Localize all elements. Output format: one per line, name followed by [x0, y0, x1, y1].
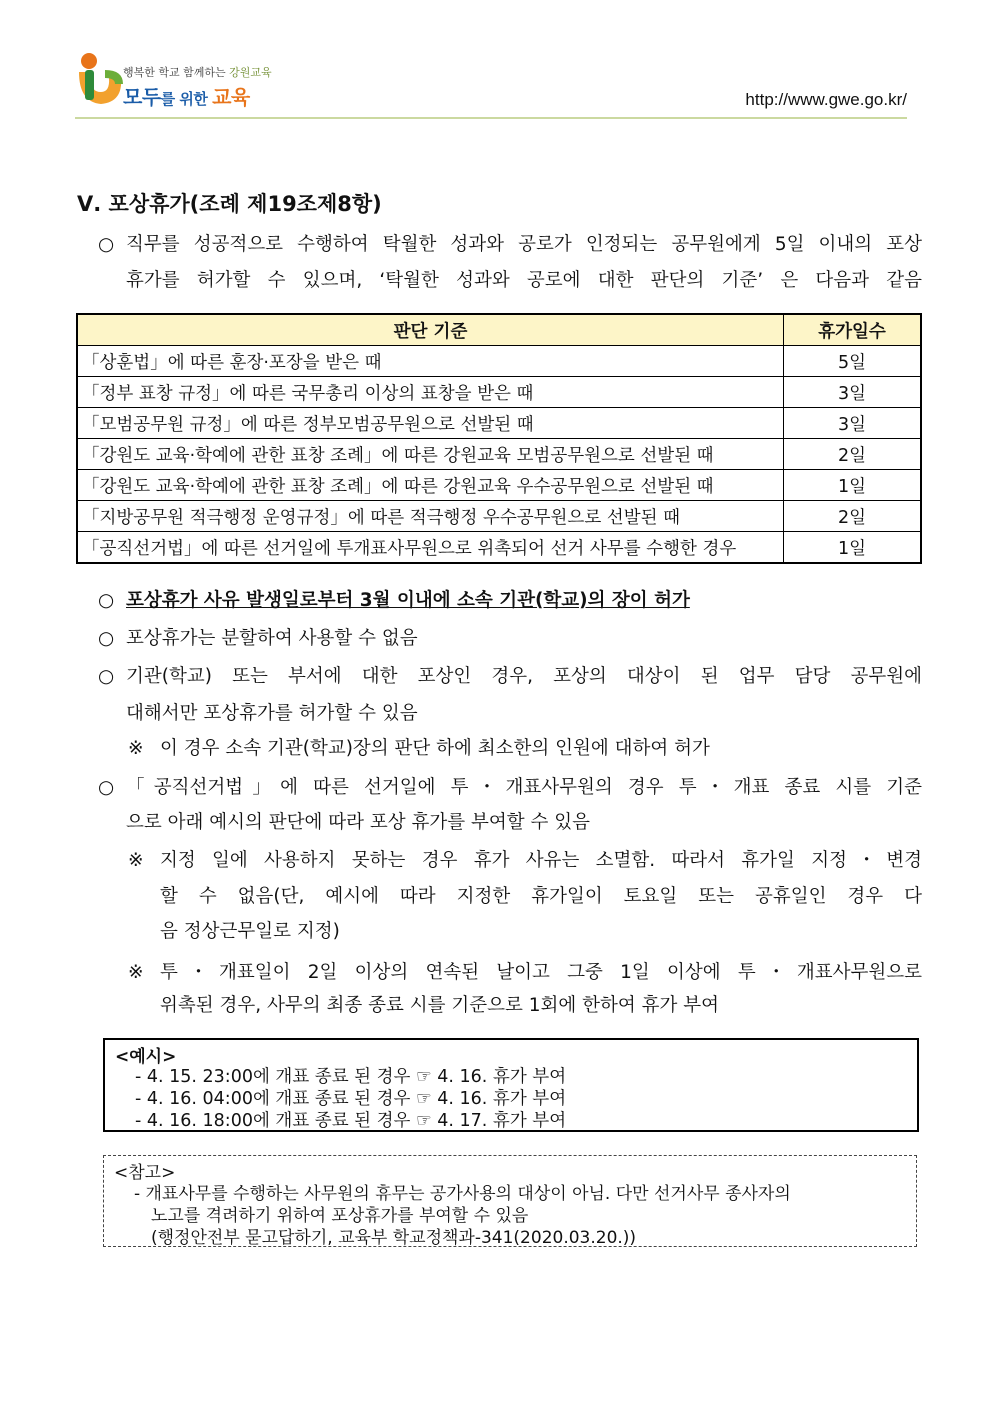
example-box — [103, 1038, 919, 1132]
bullet-no-split — [98, 620, 922, 658]
days-cell: 5일 — [784, 346, 922, 377]
page-header — [75, 48, 907, 120]
example-line: - 4. 16. 18:00에 개표 종료 된 경우 ☞ 4. 17. 휴가 부여 — [135, 1111, 567, 1131]
note-expire-line-1: 지정 일에 사용하지 못하는 경우 휴가 사유는 소멸함. 따라서 휴가일 지정・변경 — [160, 850, 922, 871]
bullet-election-cont — [98, 804, 922, 842]
logo-title-part-3: 교육 — [212, 85, 250, 109]
bullet-circle: ○ — [98, 777, 115, 798]
header-days: 휴가일수 — [784, 314, 922, 346]
reference-line-2: 노고를 격려하기 위하여 포상휴가를 부여할 수 있음 — [151, 1206, 529, 1226]
note-expire-line-2: 할 수 없음(단, 예시에 따라 지정한 휴가일이 토요일 또는 공휴일인 경우 다 — [160, 886, 922, 907]
table-header-row — [77, 314, 921, 346]
table-row — [77, 377, 921, 408]
bullet-circle: ○ — [98, 590, 115, 611]
example-line: - 4. 16. 04:00에 개표 종료 된 경우 ☞ 4. 16. 휴가 부여 — [135, 1089, 567, 1109]
bullet-election — [98, 769, 922, 807]
note-mark: ※ — [128, 850, 144, 871]
election-line-1: 「공직선거법」에 따른 선거일에 투・개표사무원의 경우 투・개표 종료 시를 기준 — [126, 777, 922, 798]
criteria-cell: 「상훈법」에 따른 훈장·포장을 받은 때 — [77, 346, 784, 377]
days-cell: 3일 — [784, 377, 922, 408]
days-cell: 2일 — [784, 439, 922, 470]
reference-line-1: - 개표사무를 수행하는 사무원의 휴무는 공가사용의 대상이 아님. 다만 선거사무 종사자의 — [134, 1184, 791, 1204]
example-line: - 4. 15. 23:00에 개표 종료 된 경우 ☞ 4. 16. 휴가 부여 — [135, 1067, 567, 1087]
logo-title — [123, 81, 250, 110]
bullet-circle: ○ — [98, 234, 115, 255]
days-cell: 1일 — [784, 470, 922, 501]
intro-paragraph — [98, 226, 922, 264]
note-multiday-cont — [128, 987, 922, 1025]
criteria-cell: 「정부 표창 규정」에 따른 국무총리 이상의 표창을 받은 때 — [77, 377, 784, 408]
note-multiday-line-1: 투・개표일이 2일 이상의 연속된 날이고 그중 1일 이상에 투・개표사무원으로 — [160, 962, 922, 983]
criteria-cell: 「모범공무원 규정」에 따른 정부모범공무원으로 선발된 때 — [77, 408, 784, 439]
days-cell: 1일 — [784, 532, 922, 564]
logo-slogan — [123, 64, 272, 80]
table-row — [77, 408, 921, 439]
bullet-circle: ○ — [98, 666, 115, 687]
bullet-approval-text — [126, 582, 922, 620]
bullet-dept-award-cont — [98, 695, 922, 733]
days-cell: 2일 — [784, 501, 922, 532]
bullet-circle: ○ — [98, 628, 115, 649]
note-dept-award — [128, 730, 922, 768]
bullet-no-split-text: 포상휴가는 분할하여 사용할 수 없음 — [126, 628, 418, 649]
criteria-cell: 「강원도 교육·학예에 관한 표창 조례」에 따른 강원교육 우수공무원으로 선발된 때 — [77, 470, 784, 501]
header-divider — [75, 117, 907, 119]
note-dept-award-text: 이 경우 소속 기관(학교)장의 판단 하에 최소한의 인원에 대하여 허가 — [160, 738, 710, 759]
logo-title-part-1: 모두 — [123, 85, 161, 109]
criteria-cell: 「강원도 교육·학예에 관한 표창 조례」에 따른 강원교육 모범공무원으로 선발된 때 — [77, 439, 784, 470]
dept-award-line-1: 기관(학교) 또는 부서에 대한 포상인 경우, 포상의 대상이 된 업무 담당 공무원에 — [126, 666, 922, 687]
note-mark: ※ — [128, 738, 144, 759]
days-cell: 3일 — [784, 408, 922, 439]
table-row — [77, 532, 921, 564]
example-title: <예시> — [115, 1047, 177, 1067]
note-mark: ※ — [128, 962, 144, 983]
gwe-logo — [75, 52, 295, 112]
reference-line-3: (행정안전부 묻고답하기, 교육부 학교정책과-341(2020.03.20.)) — [151, 1228, 637, 1248]
approval-underlined: 포상휴가 사유 발생일로부터 3월 이내에 소속 기관(학교)의 장이 허가 — [126, 590, 690, 611]
criteria-cell: 「지방공무원 적극행정 운영규정」에 따른 적극행정 우수공무원으로 선발된 때 — [77, 501, 784, 532]
reference-box — [103, 1155, 917, 1247]
header-criteria: 판단 기준 — [77, 314, 784, 346]
intro-line-2: 휴가를 허가할 수 있으며, ‘탁월한 성과와 공로에 대한 판단의 기준’ 은 다음과 같음 — [126, 270, 922, 291]
table-row — [77, 501, 921, 532]
note-expire-cont-2 — [128, 913, 922, 951]
site-url[interactable]: http://www.gwe.go.kr/ — [745, 90, 907, 109]
note-expire-cont — [128, 878, 922, 916]
table-row — [77, 346, 921, 377]
intro-line-1: 직무를 성공적으로 수행하여 탁월한 성과와 공로가 인정되는 공무원에게 5일 이내의 포상 — [126, 234, 922, 255]
logo-slogan-brand: 강원교육 — [229, 66, 272, 79]
bullet-approval — [98, 582, 922, 620]
bullet-dept-award — [98, 658, 922, 696]
logo-title-part-2: 를 위한 — [160, 90, 213, 108]
table-row — [77, 470, 921, 501]
criteria-cell: 「공직선거법」에 따른 선거일에 투개표사무원으로 위촉되어 선거 사무를 수행한 경우 — [77, 532, 784, 564]
election-line-2: 으로 아래 예시의 판단에 따라 포상 휴가를 부여할 수 있음 — [126, 812, 590, 833]
logo-mark-icon — [75, 52, 127, 108]
dept-award-line-2: 대해서만 포상휴가를 허가할 수 있음 — [126, 703, 418, 724]
criteria-table — [76, 313, 922, 564]
section-title: Ⅴ. 포상휴가(조례 제19조제8항) — [77, 192, 382, 216]
logo-slogan-main: 행복한 학교 함께하는 — [123, 66, 226, 79]
intro-paragraph-cont — [98, 262, 922, 300]
table-row — [77, 439, 921, 470]
reference-title: <참고> — [114, 1163, 176, 1183]
note-multiday-line-2: 위촉된 경우, 사무의 최종 종료 시를 기준으로 1회에 한하여 휴가 부여 — [160, 995, 719, 1016]
note-expire-line-3: 음 정상근무일로 지정) — [160, 921, 340, 942]
note-expire — [128, 842, 922, 880]
